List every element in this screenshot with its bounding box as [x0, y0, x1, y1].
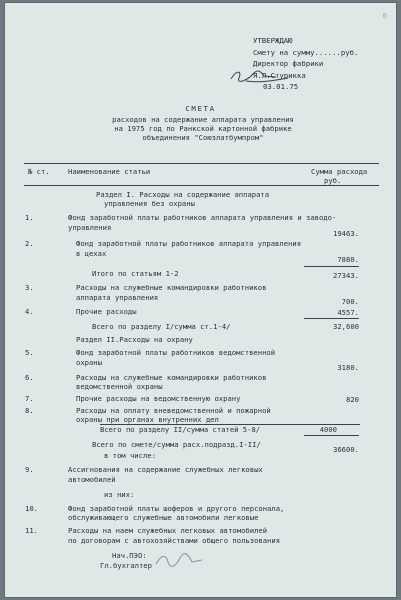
item-text: Фонд заработной платы работников аппарата управления [76, 239, 302, 248]
approval-sum-line: Смету на сумму......руб. [253, 47, 359, 57]
subtotal-amount: 27343. [333, 271, 359, 280]
item-number: 7. [25, 394, 34, 403]
item-text: Расходы на оплату вневедомственной и пожарной [76, 406, 271, 415]
item-text-line-2: по договорам с автохозяйствами общего пользования [68, 536, 281, 545]
item-number: 10. [25, 504, 38, 513]
item-text-line-2: аппарата управления [76, 293, 159, 302]
header-bottom-rule [24, 185, 379, 186]
section-2-total-amount: 4000 [319, 425, 337, 434]
section-2-total-text: Всего по разделу II/сумма статей 5-8/ [100, 425, 261, 434]
item-amount: 4557. [337, 308, 359, 317]
director-signature [228, 66, 296, 86]
item-text: Фонд заработной платы шоферов и другого персонала, [68, 504, 285, 513]
section-2-heading: Раздел II.Расходы на охрану [76, 335, 193, 344]
item-number: 11. [25, 526, 38, 535]
item-text: Прочие расходы на ведомственную охрану [76, 394, 241, 403]
item-number: 9. [25, 465, 34, 474]
item-text-line-2: охраны при органах внутренних дел [76, 415, 219, 424]
document-title: СМЕТА [185, 104, 216, 113]
subtotal-text: Итого по статьям 1-2 [92, 269, 179, 278]
item-number: 3. [25, 283, 34, 292]
item-text: Расходы на наем служебных легковых автомобилей [68, 526, 268, 535]
item-text: Фонд заработной платы работников аппарата управления и заводо- [68, 213, 337, 222]
item-text: Прочие расходы [76, 307, 137, 316]
header-top-rule [24, 163, 379, 164]
item-amount: 700. [341, 297, 359, 306]
item-text-line-2: в цехах [76, 249, 107, 258]
subtitle-line-3: объединения "Союзлатбумпром" [142, 133, 264, 143]
section-1-heading-line-2: управления без охраны [104, 199, 195, 208]
col-name-header: Наименование статьи [68, 167, 151, 176]
section-1-total-amount: 32,600 [333, 322, 359, 331]
section-1-total-text: Всего по разделу I/сумма ст.1-4/ [92, 322, 231, 331]
item-number: 1. [25, 213, 34, 222]
item-number: 2. [25, 239, 34, 248]
page-number-mark: 6 [382, 12, 387, 20]
grand-total-note: в том числе: [104, 451, 156, 460]
approval-director-line: Директор фабрики [253, 59, 324, 68]
footer-accountant-label: Гл.бухгалтер [100, 561, 152, 570]
footer-peo-label: Нач.ПЭО: [112, 551, 147, 560]
col-unit-header: руб. [324, 176, 342, 185]
col-sum-header: Сумма расхода [311, 167, 368, 176]
item-number: 8. [25, 406, 34, 415]
item-number: 4. [25, 307, 34, 316]
item-number: 5. [25, 348, 34, 357]
item-text: Ассигнования на содержание служебных легковых [68, 465, 263, 474]
grand-total-text: Всего по смете/сумма расх.подразд.I-II/ [92, 440, 261, 449]
approval-date-line: 03.01.75 [263, 82, 299, 91]
item-amount: 19463. [333, 229, 359, 238]
item-amount: 7880. [337, 255, 359, 264]
item-text-line-2: охраны [76, 358, 102, 367]
document-subtitle [68, 115, 338, 143]
item-text-line-2: ведомственной охраны [76, 382, 163, 391]
section-1-heading: Раздел I. Расходы на содержание аппарата [96, 190, 270, 199]
document-page [4, 2, 397, 598]
subtitle-line-1: расходов на содержание аппарата управления [112, 115, 294, 124]
item-number: 6. [25, 373, 34, 382]
subitems-label: из них: [104, 490, 135, 499]
item-text-line-2: обслуживающего служебные автомобили легковые [68, 513, 259, 522]
item-text: Фонд заработной платы работников ведомственной [76, 348, 276, 357]
item-text: Расходы на служебные командировки работников [76, 283, 267, 292]
peo-signature [154, 548, 206, 572]
col-number-header: № ст. [28, 167, 50, 176]
item-text-line-2: управления [68, 223, 112, 232]
approval-name-line: Я.Л.Стурикка [253, 70, 306, 80]
total-rule [304, 318, 359, 319]
grand-total-rule [304, 435, 359, 436]
subtotal-rule [304, 266, 359, 267]
item-amount: 820 [346, 395, 359, 404]
approval-heading: УТВЕРЖДАЮ [253, 36, 293, 45]
grand-total-amount: 36600. [333, 445, 359, 454]
item-amount: 3180. [337, 363, 359, 372]
item-text: Расходы на служебные командировки работников [76, 373, 267, 382]
item-text-line-2: автомобилей [68, 475, 116, 484]
subtitle-line-2: на 1975 год по Ранкской картонной фабрике [114, 124, 292, 134]
